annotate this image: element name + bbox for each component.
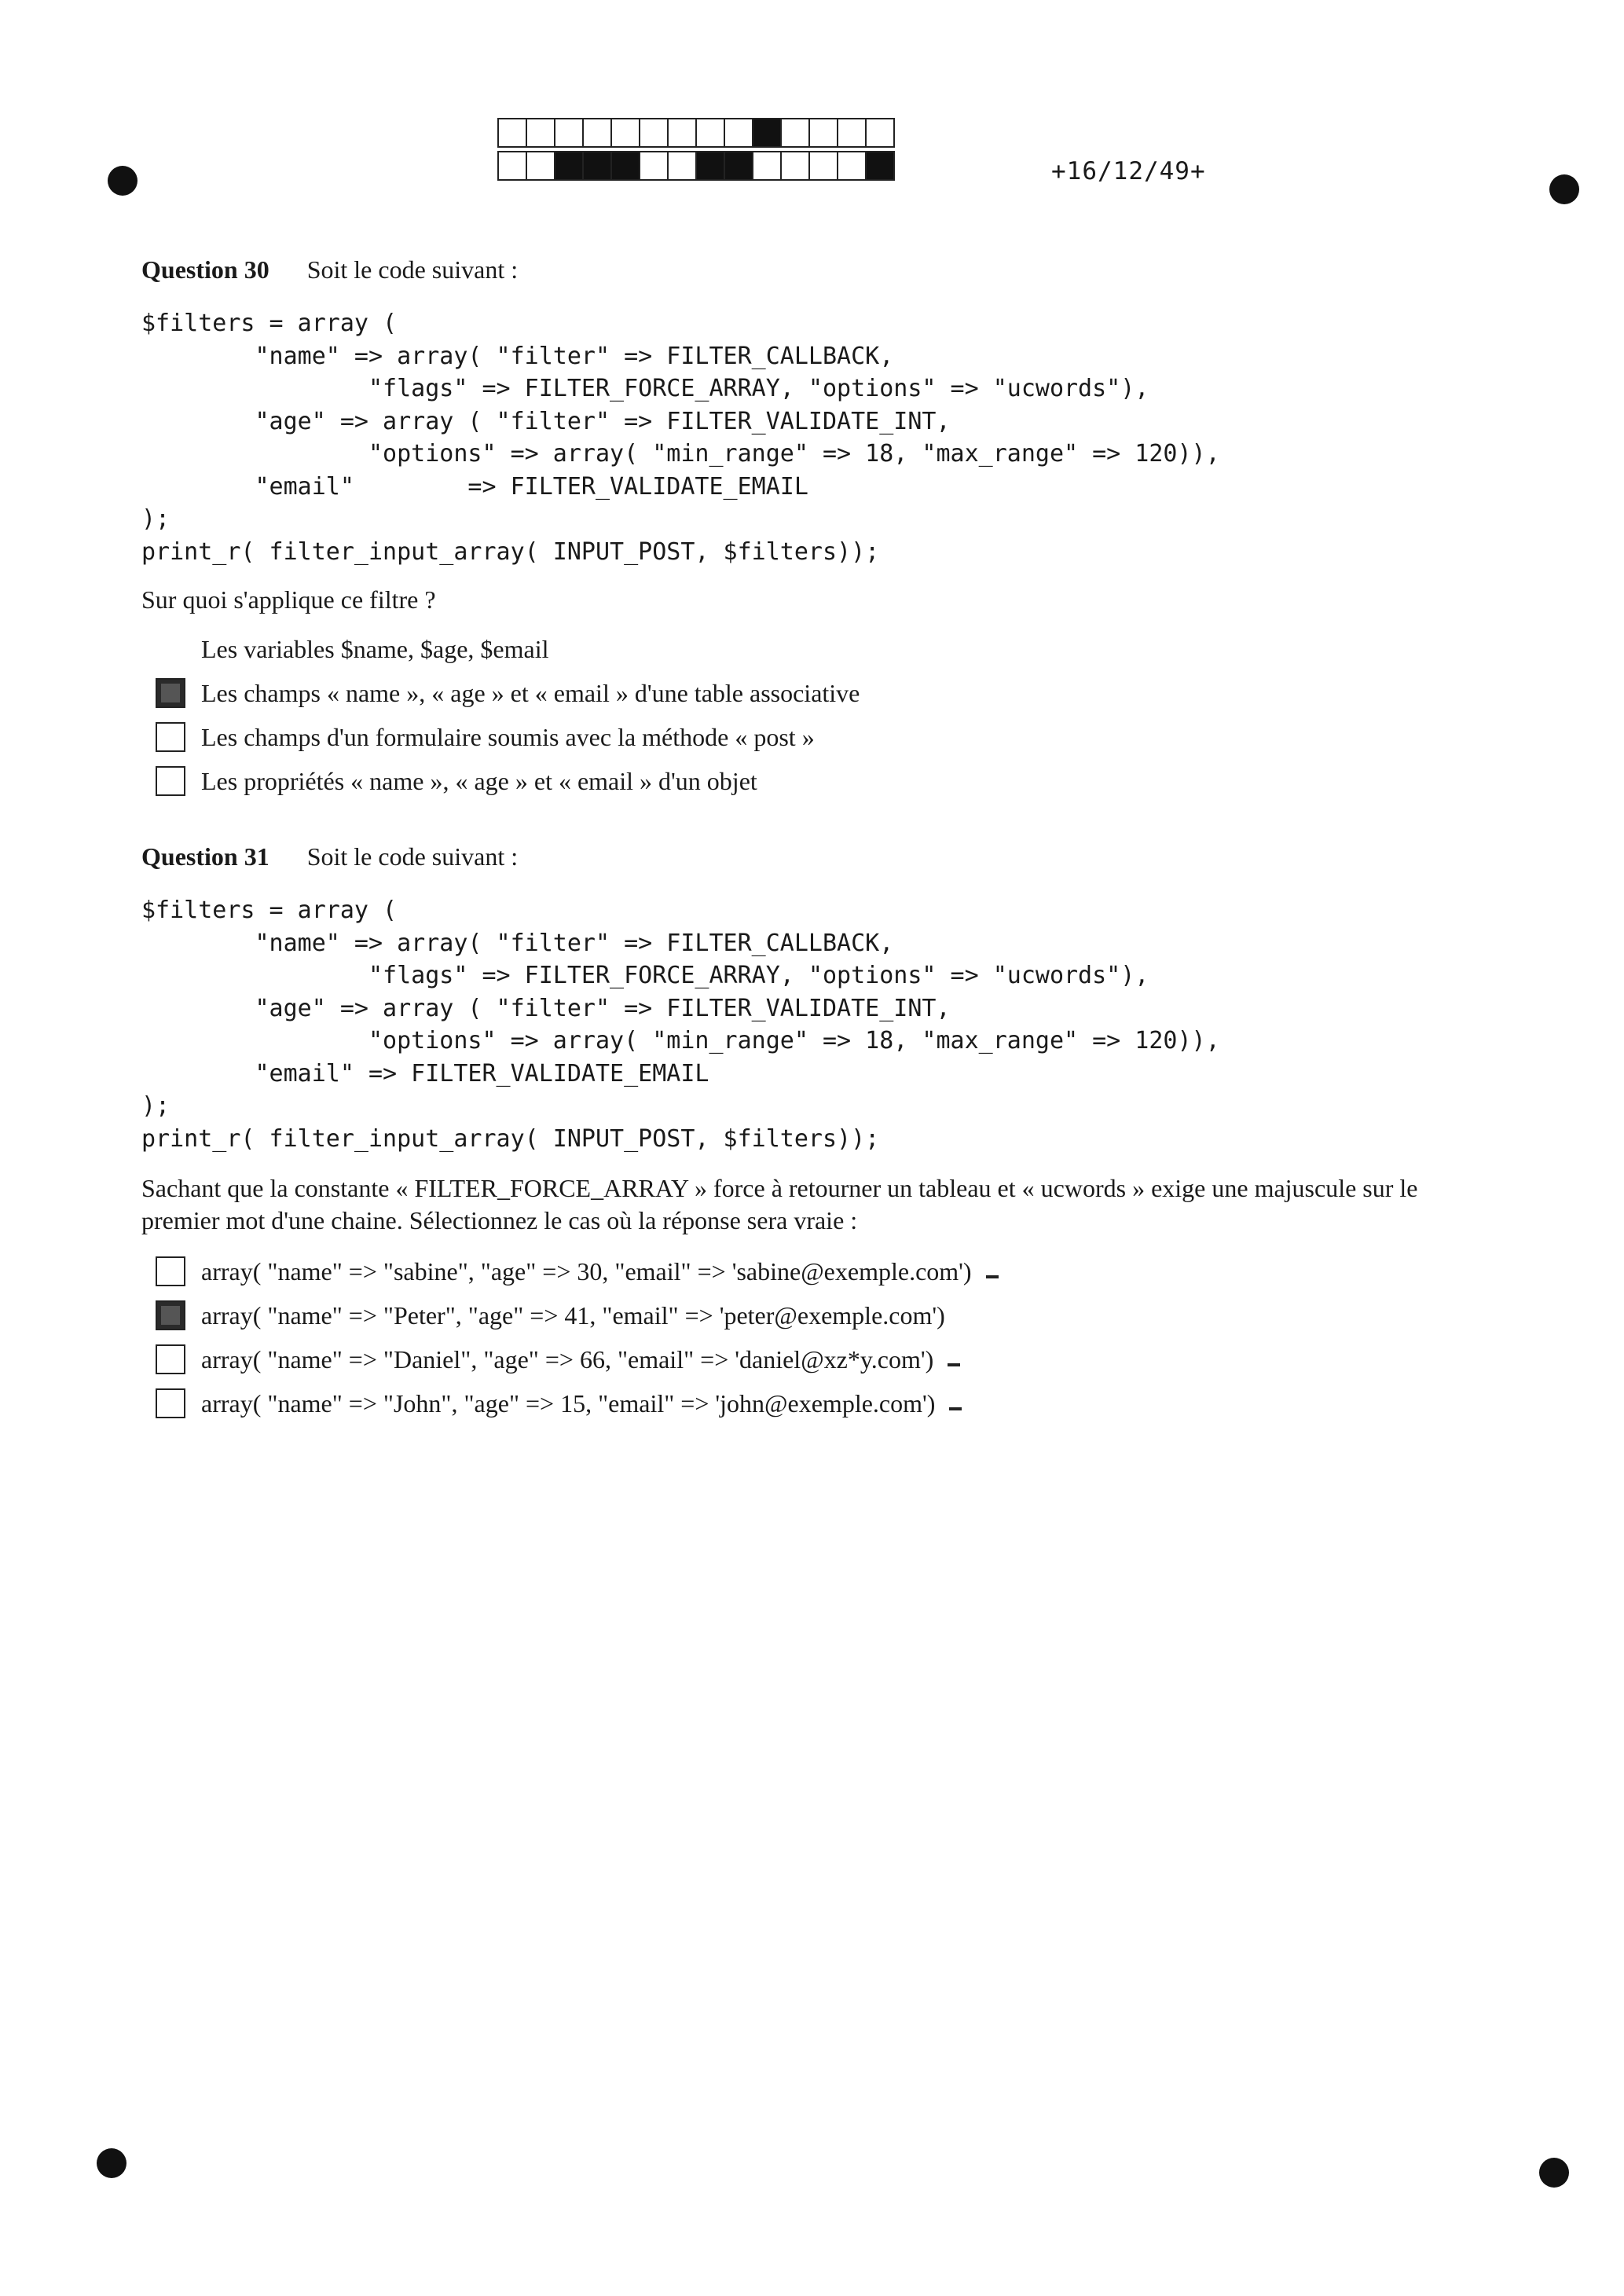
q30-answer-3-text: Les champs d'un formulaire soumis avec la méthode « post »: [201, 722, 815, 751]
question-30: [141, 254, 1556, 803]
barcode-cell: [865, 118, 895, 148]
barcode-cell: [639, 118, 669, 148]
barcode-cell: [610, 151, 640, 181]
q30-answer-3[interactable]: [156, 715, 1556, 759]
question-31-prompt: [141, 1172, 1556, 1237]
registration-mark-top-right: [1549, 174, 1579, 204]
barcode-cell: [695, 118, 725, 148]
question-30-answers: [156, 627, 1556, 803]
q31-answer-4-text: array( "name" => "John", "age" => 15, "email" => 'john@exemple.com'): [201, 1388, 936, 1418]
question-31-code: $filters = array ( "name" => array( "filter" => FILTER_CALLBACK, "flags" => FILTER_FORCE_ARRAY, "options" => "ucwords"), "age" => array ( "filter" => FILTER_VALIDATE_INT, "options" => array( "min_range" => 18, "max_range" => 120)), "email" => FILTER_VALIDATE_EMAIL ); print_r( filter_input_array( INPUT_POST, $filters));: [141, 897, 1220, 1153]
q31-answer-1-text: array( "name" => "sabine", "age" => 30, "email" => 'sabine@exemple.com'): [201, 1256, 972, 1286]
question-30-code: $filters = array ( "name" => array( "filter" => FILTER_CALLBACK, "flags" => FILTER_FORCE_ARRAY, "options" => "ucwords"), "age" => array ( "filter" => FILTER_VALIDATE_INT, "options" => array( "min_range" => 18, "max_range" => 120)), "email" => FILTER_VALIDATE_EMAIL ); print_r( filter_input_array( INPUT_POST, $filters));: [141, 310, 1220, 566]
barcode-cell: [837, 118, 867, 148]
q30-answer-3-checkbox[interactable]: [156, 722, 185, 752]
barcode-cell: [752, 151, 782, 181]
q30-answer-2[interactable]: [156, 671, 1556, 715]
barcode-cell: [667, 151, 697, 181]
q30-answer-1[interactable]: [156, 627, 1556, 671]
barcode-row-1: [497, 118, 893, 146]
barcode-cell: [780, 118, 810, 148]
barcode-cell: [526, 151, 555, 181]
question-30-label: Question 30: [141, 255, 269, 284]
q31-answer-1-pen-mark: [986, 1275, 999, 1278]
q31-answer-1[interactable]: [156, 1249, 1556, 1293]
question-30-prompt: Sur quoi s'applique ce filtre ?: [141, 585, 436, 614]
q30-answer-1-text: Les variables $name, $age, $email: [201, 634, 549, 663]
page-barcode: [497, 118, 893, 184]
page-identifier: +16/12/49+: [1051, 157, 1206, 185]
q31-answer-2-checkbox[interactable]: [156, 1300, 185, 1330]
q31-answer-3-pen-mark: [948, 1363, 960, 1366]
q31-answer-4-pen-mark: [949, 1407, 962, 1410]
question-31-label: Question 31: [141, 842, 269, 871]
q31-answer-1-checkbox[interactable]: [156, 1256, 185, 1286]
barcode-cell: [724, 151, 753, 181]
registration-mark-top-left: [108, 166, 137, 196]
registration-mark-bottom-right: [1539, 2158, 1569, 2188]
barcode-cell: [695, 151, 725, 181]
barcode-cell: [582, 118, 612, 148]
q31-answer-4[interactable]: [156, 1381, 1556, 1425]
question-31-intro: Soit le code suivant :: [306, 842, 519, 871]
registration-mark-bottom-left: [97, 2148, 126, 2178]
barcode-cell: [724, 118, 753, 148]
barcode-cell: [610, 118, 640, 148]
barcode-cell: [554, 118, 584, 148]
barcode-cell: [554, 151, 584, 181]
barcode-cell: [667, 118, 697, 148]
question-31-answers: [156, 1249, 1556, 1425]
q30-answer-4[interactable]: [156, 759, 1556, 803]
barcode-cell: [837, 151, 867, 181]
barcode-cell: [497, 118, 527, 148]
barcode-cell: [752, 118, 782, 148]
barcode-row-2: [497, 151, 893, 179]
q31-answer-2[interactable]: [156, 1293, 1556, 1337]
q30-answer-2-checkbox[interactable]: [156, 678, 185, 708]
q30-answer-1-checkbox[interactable]: [156, 634, 185, 664]
q31-answer-3[interactable]: [156, 1337, 1556, 1381]
barcode-cell: [780, 151, 810, 181]
question-31-prompt-line-2: premier mot d'une chaine. Sélectionnez le cas où la réponse sera vraie :: [141, 1206, 858, 1234]
barcode-cell: [808, 151, 838, 181]
q30-answer-4-text: Les propriétés « name », « age » et « email » d'un objet: [201, 766, 757, 795]
barcode-cell: [582, 151, 612, 181]
question-31: [141, 841, 1556, 1425]
q31-answer-3-text: array( "name" => "Daniel", "age" => 66, "email" => 'daniel@xz*y.com'): [201, 1344, 934, 1374]
q31-answer-2-text: array( "name" => "Peter", "age" => 41, "email" => 'peter@exemple.com'): [201, 1300, 945, 1330]
barcode-cell: [808, 118, 838, 148]
barcode-cell: [639, 151, 669, 181]
q31-answer-3-checkbox[interactable]: [156, 1344, 185, 1374]
barcode-cell: [526, 118, 555, 148]
q30-answer-2-text: Les champs « name », « age » et « email » d'une table associative: [201, 678, 860, 707]
barcode-cell: [497, 151, 527, 181]
barcode-cell: [865, 151, 895, 181]
q31-answer-4-checkbox[interactable]: [156, 1388, 185, 1418]
question-31-prompt-line-1: Sachant que la constante « FILTER_FORCE_ARRAY » force à retourner un tableau et « ucwords » exige une majuscule sur le: [141, 1174, 1418, 1202]
q30-answer-4-checkbox[interactable]: [156, 766, 185, 796]
question-30-intro: Soit le code suivant :: [306, 255, 519, 284]
